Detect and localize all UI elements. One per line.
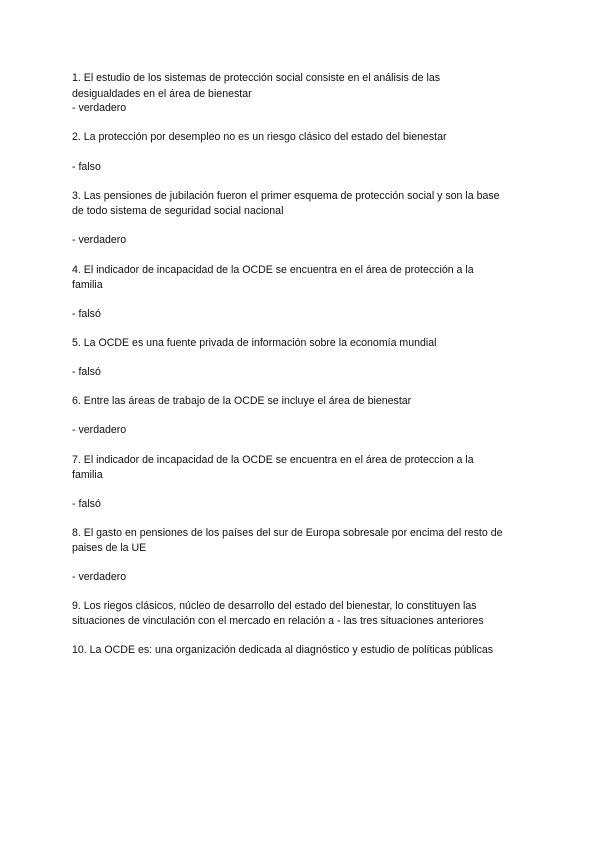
text-line: 2. La protección por desempleo no es un riesgo clásico del estado del bienestar [72, 131, 447, 143]
text-line: 3. Las pensiones de jubilación fueron el primer esquema de protección social y son la base [72, 190, 500, 202]
text-line: familia [72, 279, 103, 291]
text-line: - verdadero [72, 234, 127, 246]
text-line: 6. Entre las áreas de trabajo de la OCDE se incluye el área de bienestar [72, 395, 412, 407]
text-line: 5. La OCDE es una fuente privada de información sobre la economía mundial [72, 337, 437, 349]
text-line: - falsó [72, 366, 101, 378]
text-line: - verdadero [72, 571, 127, 583]
text-line: 8. El gasto en pensiones de los países del sur de Europa sobresale por encima del resto de [72, 527, 503, 539]
text-line: 10. La OCDE es: una organización dedicada al diagnóstico y estudio de políticas públicas [72, 644, 494, 656]
text-line: - falsó [72, 308, 101, 320]
text-line: desigualdades en el área de bienestar [72, 88, 252, 100]
text-line: - falso [72, 161, 101, 173]
text-line: 9. Los riegos clásicos, núcleo de desarrollo del estado del bienestar, lo constituyen las [72, 600, 477, 612]
text-line: 4. El indicador de incapacidad de la OCDE se encuentra en el área de protección a la [72, 264, 474, 276]
text-line: - falsó [72, 498, 101, 510]
text-line: - verdadero [72, 424, 127, 436]
text-line: 1. El estudio de los sistemas de protección social consiste en el análisis de las [72, 72, 441, 84]
text-line: situaciones de vinculación con el mercado en relación a - las tres situaciones anteriores [72, 615, 484, 627]
text-line: paises de la UE [72, 542, 147, 554]
text-line: de todo sistema de seguridad social nacional [72, 205, 284, 217]
text-line: 7. El indicador de incapacidad de la OCDE se encuentra en el área de proteccion a la [72, 454, 474, 466]
text-line: familia [72, 469, 103, 481]
text-line: - verdadero [72, 102, 127, 114]
